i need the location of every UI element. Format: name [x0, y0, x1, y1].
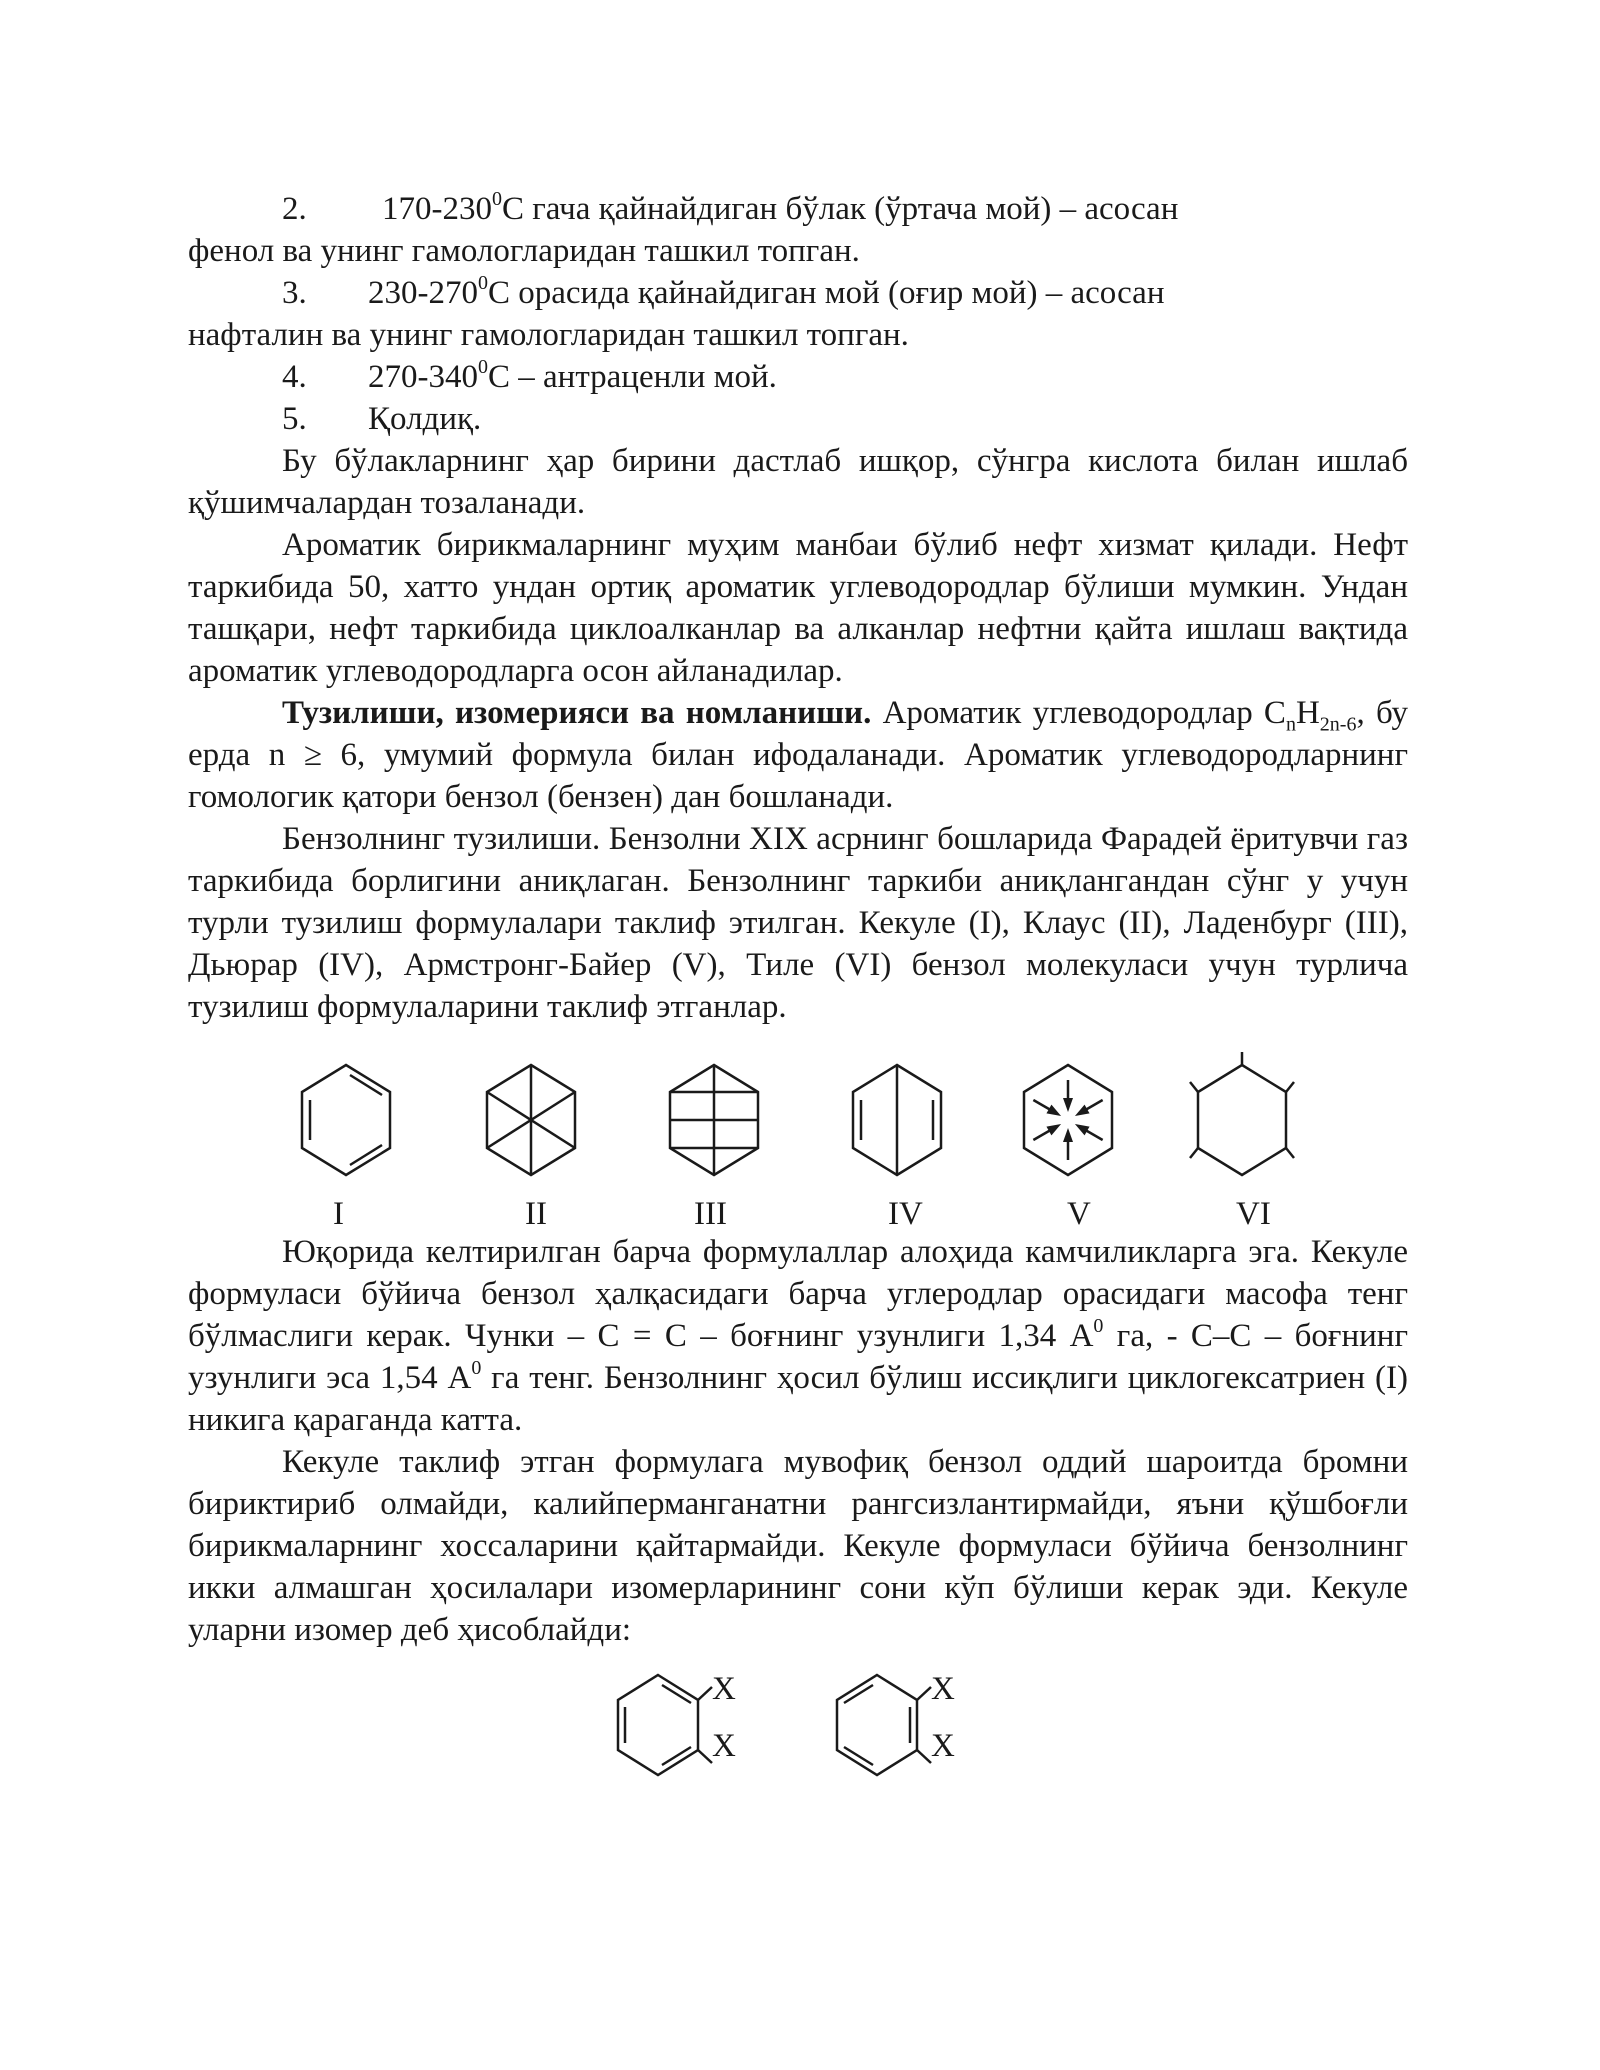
paragraph: Юқорида келтирилган барча формулаллар алоҳида камчиликларга эга. Кекуле формуласи бўйича бензол ҳалқасидаги барча углеродлар орасидаги масофа тенг бўлмаслиги керак. Чунки – С = С – боғнинг узунлиги 1,34 $А^0$ га, - С–С – боғнинг узунлиги эса 1,54 $А^0$ га тенг. Бензолнинг ҳосил бўлиш иссиқлиги циклогексатриен (I) никига қараганда катта.	[188, 1234, 1408, 1438]
isomer-structure-a	[618, 1675, 712, 1775]
ladenburg-structure	[670, 1065, 758, 1175]
isomer-structures-figure	[0, 1655, 1600, 1795]
structure-label-iv: IV	[888, 1196, 923, 1232]
list-number: 4.	[282, 359, 307, 395]
paragraph: Тузилиши, изомерияси ва номланиши. Ароматик углеводородлар $С_nН_{2n-6}$, бу ерда n ≥ 6, умумий формула билан ифодаланади. Ароматик углеводородларнинг гомологик қатори бензол (бензен) дан бошланади.	[188, 695, 1408, 815]
list-item: 2. $170-230^0С$ гача қайнайдиган бўлак (ўртача мой) – асосан	[188, 188, 1408, 230]
paragraph: Ароматик бирикмаларнинг муҳим манбаи бўлиб нефт хизмат қилади. Нефт таркибида 50, хатто ундан ортиқ ароматик углеводородлар бўлиши мумкин. Ундан ташқари, нефт таркибида циклоалканлар ва алканлар нефтни қайта ишлаш вақтида ароматик углеводородларга осон айланадилар.	[188, 527, 1408, 689]
body-text	[188, 188, 1408, 1028]
list-number: 2.	[282, 191, 307, 227]
paragraph: Кекуле таклиф этган формулага мувофиқ бензол оддий шароитда бромни бириктириб олмайди, калийперманганатни рангсизлантирмайди, яъни қўшбоғли бирикмаларнинг хоссаларини қайтармайди. Кекуле формуласи бўйича бензолнинг икки алмашган ҳосилалари изомерларининг сони кўп бўлиши керак эди. Кекуле уларни изомер деб ҳисоблайди:	[188, 1444, 1408, 1648]
thiele-structure	[1190, 1052, 1294, 1175]
isomer-structure-b	[837, 1675, 931, 1775]
structure-label-iii: III	[694, 1196, 727, 1232]
section-heading: Тузилиши, изомерияси ва номланиши.	[282, 695, 872, 731]
body-text-lower	[188, 1231, 1408, 1651]
kekule-structure	[302, 1065, 390, 1175]
paragraph: Бензолнинг тузилиши. Бензолни XIX асрнинг бошларида Фарадей ёритувчи газ таркибида борлигини аниқлаган. Бензолнинг таркиби аниқлангандан сўнг у учун турли тузилиш формулалари таклиф этилган. Кекуле (I), Клаус (II), Ладенбург (III), Дьюрар (IV), Армстронг-Байер (V), Тиле (VI) бензол молекуласи учун турлича тузилиш формулаларини таклиф этганлар.	[188, 821, 1408, 1025]
structure-label-ii: II	[525, 1196, 547, 1232]
paragraph: Бу бўлакларнинг ҳар бирини дастлаб ишқор, сўнгра кислота билан ишлаб қўшимчалардан тозаланади.	[188, 443, 1408, 521]
benzene-structures-figure	[0, 1050, 1600, 1190]
claus-structure	[487, 1065, 575, 1175]
list-item: 5. Қолдиқ.	[188, 398, 1408, 440]
list-number: 5.	[282, 401, 307, 437]
list-item-continuation: фенол ва унинг гамологларидан ташкил топган.	[188, 233, 860, 269]
list-item-continuation: нафталин ва унинг гамологларидан ташкил топган.	[188, 317, 909, 353]
structure-label-i: I	[333, 1196, 344, 1232]
list-item: 4. $270-340^0С$ – антраценли мой.	[188, 356, 1408, 398]
dewar-structure	[853, 1065, 941, 1175]
structure-label-vi: VI	[1236, 1196, 1271, 1232]
substituent-label: X	[712, 1671, 736, 1707]
list-item: 3. $230-270^0С$ орасида қайнайдиган мой (оғир мой) – асосан	[188, 272, 1408, 314]
substituent-label: X	[712, 1728, 736, 1764]
substituent-label: X	[931, 1728, 955, 1764]
armstrong-baeyer-structure	[1024, 1065, 1112, 1175]
list-number: 3.	[282, 275, 307, 311]
structure-label-v: V	[1067, 1196, 1091, 1232]
substituent-label: X	[931, 1671, 955, 1707]
